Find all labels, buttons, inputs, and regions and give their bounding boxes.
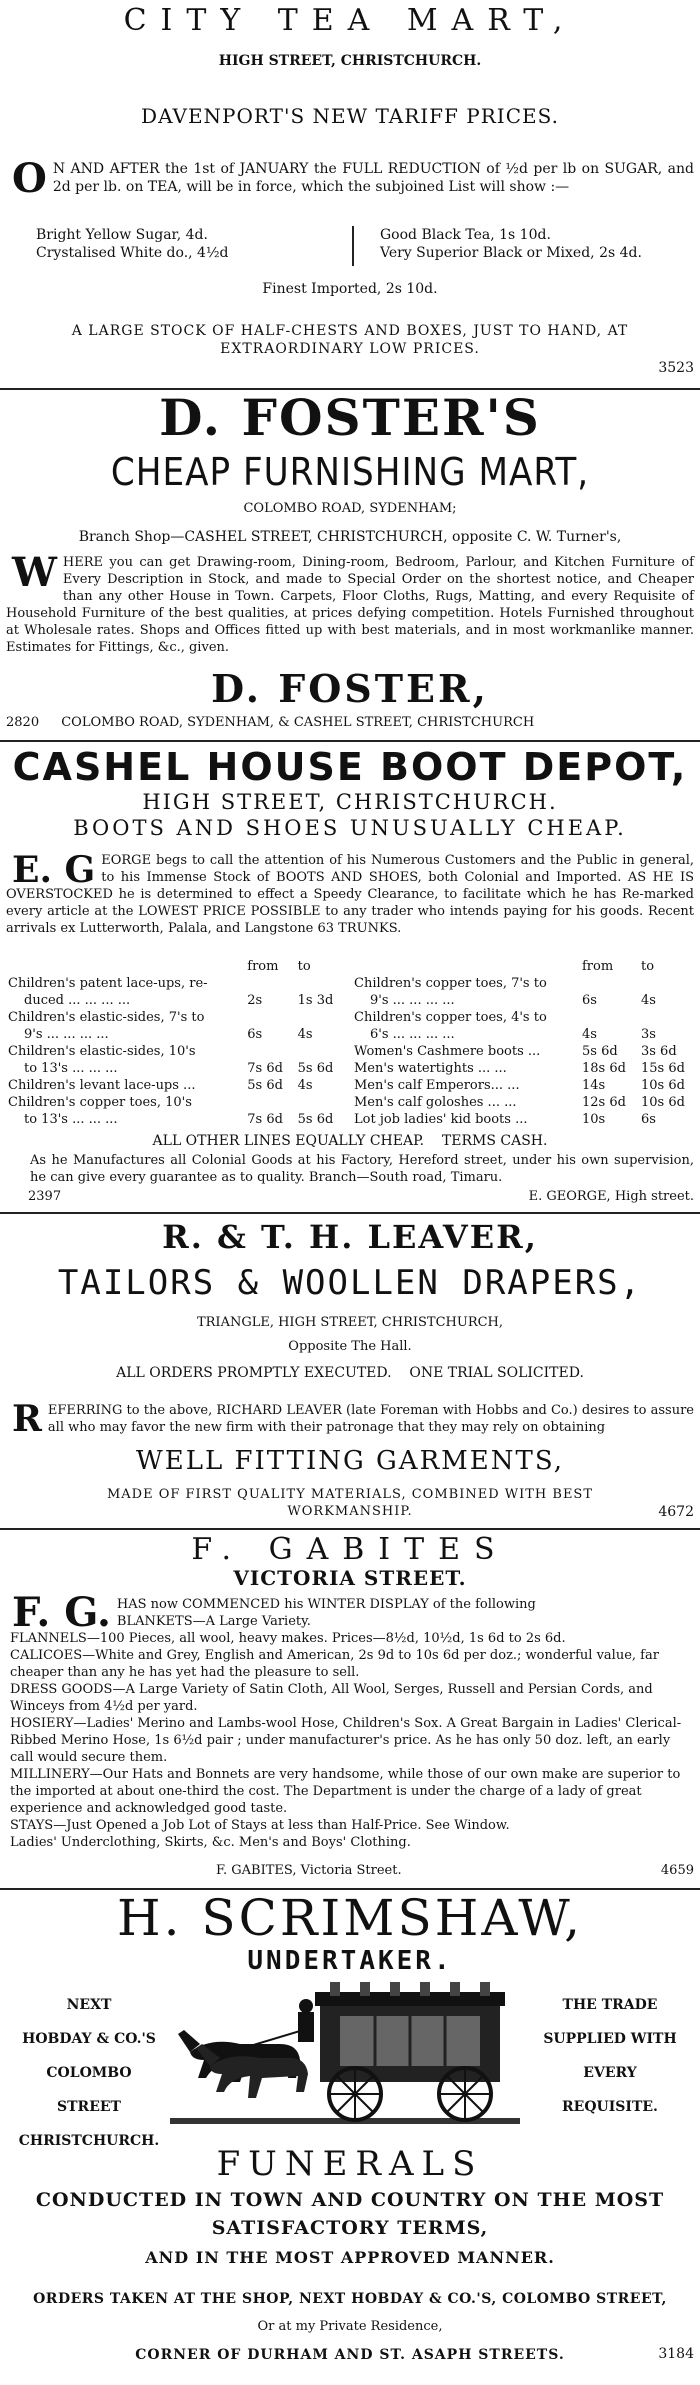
item: 9's ... ... ... ... [370,993,455,1008]
divider [0,740,700,742]
table-row [350,1094,696,1111]
city-tea-intro [0,155,700,202]
city-tea-left-list [36,226,336,262]
address-line: CHRISTCHURCH. [18,2133,160,2149]
scrimshaw-corner: CORNER OF DURHAM AND ST. ASAPH STREETS. [135,2347,565,2363]
item: Children's copper toes, 4's to [354,1010,547,1025]
to: 15s 6d [640,1061,685,1076]
from: 5s 6d [582,1044,618,1059]
price-line: Bright Yellow Sugar, 4d. [36,227,208,243]
gabites-address: VICTORIA STREET. [233,1566,467,1590]
drop-cap: O [12,155,47,202]
to: 4s [297,1027,313,1042]
table-row [4,1026,344,1043]
table-row [4,992,344,1009]
table-row [4,1094,344,1111]
to: 5s 6d [297,1061,334,1076]
list-divider [352,226,354,266]
from [243,1009,293,1026]
foster-footer-line [0,714,700,731]
to: 6s [640,1112,656,1127]
from: 4s [582,1027,597,1042]
list-item: BLANKETS—A Large Variety. [116,1614,311,1629]
foster-address: COLOMBO ROAD, SYDENHAM; [243,501,457,516]
table-row [4,1043,344,1060]
list-item: STAYS—Just Opened a Job Lot of Stays at less than Half-Price. See Window. [10,1818,510,1833]
scrimshaw-approved: AND IN THE MOST APPROVED MANNER. [145,2248,555,2267]
list-item: CALICOES—White and Grey, English and American, 2s 9d to 10s 6d per doz.; wonderful value, far cheaper than any he has yet had the pleasure to sell. [10,1648,659,1680]
table-row [350,1060,696,1077]
cashel-footer [0,1188,700,1205]
gabites-title: F. GABITES [191,1532,509,1567]
leaver-address: TRIANGLE, HIGH STREET, CHRISTCHURCH, [196,1315,504,1330]
col-from: from [247,959,279,974]
drop-cap: E. G [12,849,96,891]
item: Children's levant lace-ups ... [8,1078,196,1093]
col-to: to [297,959,311,974]
scrimshaw-subtitle: UNDERTAKER. [247,1946,453,1976]
from [578,975,637,992]
address-line: COLOMBO STREET [46,2065,132,2115]
from [578,1009,637,1026]
ad-number: 3184 [658,2346,694,2362]
gabites-body [0,1589,700,1851]
item: Children's copper toes, 10's [8,1095,192,1110]
city-tea-address: HIGH STREET, CHRISTCHURCH. [218,53,482,69]
cashel-address: HIGH STREET, CHRISTCHURCH. [142,790,558,814]
gabites-footer [0,1862,700,1879]
divider [0,1212,700,1214]
divider [0,1528,700,1530]
table-row [4,975,344,992]
price-line: Very Superior Black or Mixed, 2s 4d. [380,245,642,261]
cashel-subtitle: BOOTS AND SHOES UNUSUALLY CHEAP. [73,816,627,840]
table-row [350,975,696,992]
list-item: Ladies' Underclothing, Skirts, &c. Men's and Boys' Clothing. [10,1835,411,1850]
city-tea-subtitle: DAVENPORT'S NEW TARIFF PRICES. [141,104,559,128]
cashel-sign: E. GEORGE, High street. [528,1189,694,1204]
ad-number: 4672 [658,1504,694,1520]
to: 10s 6d [640,1095,685,1110]
item: Children's elastic-sides, 10's [8,1044,196,1059]
item: 6's ... ... ... ... [370,1027,455,1042]
to: 3s [640,1027,656,1042]
cashel-lines: ALL OTHER LINES EQUALLY CHEAP. TERMS CASH. [152,1133,548,1149]
table-row [4,1077,344,1094]
foster-footer: COLOMBO ROAD, SYDENHAM, & CASHEL STREET, CHRISTCHURCH [61,715,535,730]
leaver-body [0,1398,700,1440]
leaver-subtitle: TAILORS & WOOLLEN DRAPERS, [57,1263,643,1303]
to: 4s [640,993,656,1008]
leaver-orders: ALL ORDERS PROMPTLY EXECUTED. ONE TRIAL SOLICITED. [116,1365,584,1381]
item: Men's calf goloshes ... ... [354,1095,517,1110]
address-line: NEXT [66,1997,112,2013]
gabites-intro: HAS now COMMENCED his WINTER DISPLAY of the following [116,1597,536,1612]
from: 18s 6d [582,1061,626,1076]
gabites-sign: F. GABITES, Victoria Street. [216,1863,402,1878]
city-tea-stock: A LARGE STOCK OF HALF-CHESTS AND BOXES, JUST TO HAND, AT EXTRAORDINARY LOW PRICES. [71,323,629,357]
item: to 13's ... ... ... [24,1061,118,1076]
from [243,1043,293,1060]
item: Children's copper toes, 7's to [354,976,547,991]
scrimshaw-left [14,1988,164,2158]
from: 6s [247,1027,263,1042]
item: Women's Cashmere boots ... [354,1044,541,1059]
leaver-title: R. & T. H. LEAVER, [162,1218,538,1256]
to: 10s 6d [640,1078,685,1093]
item: Men's calf Emperors... ... [354,1078,520,1093]
from: 2s [247,993,263,1008]
leaver-well: WELL FITTING GARMENTS, [136,1446,564,1476]
to: 5s 6d [297,1112,334,1127]
to: 4s [297,1078,313,1093]
cashel-body [0,849,700,937]
to [294,975,344,992]
from: 6s [582,993,597,1008]
item: 9's ... ... ... ... [24,1027,109,1042]
table-row [4,1009,344,1026]
cashel-right-table [350,958,698,1128]
item: duced ... ... ... ... [24,993,131,1008]
trade-line: REQUISITE. [562,2099,658,2115]
leaver-body-text: EFERRING to the above, RICHARD LEAVER (late Foreman with Hobbs and Co.) desires to assure all who may favor the new firm with their patronage that they may rely on obtaining [47,1403,694,1435]
cashel-manufactures: As he Manufactures all Colonial Goods at his Factory, Hereford street, under his own supervision, he can give every guarantee as to quality. Branch—South road, Timaru. [30,1153,694,1185]
address-line: HOBDAY & CO.'S [22,2031,156,2047]
trade-line: EVERY [583,2065,637,2081]
scrimshaw-conducted: CONDUCTED IN TOWN AND COUNTRY ON THE MOST SATISFACTORY TERMS, [35,2189,665,2239]
to [294,1094,344,1111]
to [637,1009,696,1026]
from: 7s 6d [247,1061,283,1076]
to [294,1043,344,1060]
item: to 13's ... ... ... [24,1112,118,1127]
from: 14s [582,1078,606,1093]
table-row [4,1111,344,1128]
table-row [350,1111,696,1128]
item: Lot job ladies' kid boots ... [354,1112,528,1127]
drop-cap: F. G. [12,1589,111,1636]
foster-name: D. FOSTER, [211,666,489,711]
foster-subtitle: CHEAP FURNISHING MART, [110,450,590,494]
table-row [350,992,696,1009]
city-tea-finest: Finest Imported, 2s 10d. [262,281,438,297]
col-from: from [582,959,614,974]
price-line: Good Black Tea, 1s 10d. [380,227,551,243]
foster-branch: Branch Shop—CASHEL STREET, CHRISTCHURCH, opposite C. W. Turner's, [78,529,622,545]
table-row [350,1009,696,1026]
foster-body-text: HERE you can get Drawing-room, Dining-room, Bedroom, Parlour, and Kitchen Furniture of Every Description in Stock, and made to Special Order on the shortest notice, and Cheaper than any other House in Town. Carpets, Floor Cloths, Rugs, Matting, and every Requisite of Household Furniture of the best qualities, at prices defying competition. Hotels Furnished throughout at Wholesale rates. Shops and Offices fitted up with best materials, and in most workmanlike manner. Estimates for Fittings, &c., given. [6,555,694,655]
from: 7s 6d [247,1112,283,1127]
scrimshaw-funerals: FUNERALS [216,2144,484,2184]
price-table [4,958,344,1128]
cashel-body-text: EORGE begs to call the attention of his Numerous Customers and the Public in general, to his Immense Stock of BOOTS AND SHOES, both Colonial and Imported. AS HE IS OVERSTOCKED he is determined to effect a Speedy Clearance, to facilitate which he has Re-marked every article at the LOWEST PRICE POSSIBLE to any trader who intends paying for his goods. Recent arrivals ex Lutterworth, Palala, and Langstone 63 TRUNKS. [6,853,694,936]
from [243,975,293,992]
scrimshaw-title: H. SCRIMSHAW, [117,1889,583,1947]
table-row [350,1043,696,1060]
item: Men's watertights ... ... [354,1061,507,1076]
to: 3s 6d [640,1044,677,1059]
city-tea-title [0,2,700,42]
foster-title: D. FOSTER'S [159,388,541,447]
table-row [4,1060,344,1077]
list-item: FLANNELS—100 Pieces, all wool, heavy makes. Prices—8½d, 10½d, 1s 6d to 2s 6d. [10,1631,566,1646]
price-table [350,958,696,1128]
from: 12s 6d [582,1095,626,1110]
drop-cap: R [12,1398,42,1440]
leaver-made: MADE OF FIRST QUALITY MATERIALS, COMBINED WITH BEST WORKMANSHIP. [106,1487,594,1519]
scrimshaw-right [530,1988,690,2124]
from [243,1094,293,1111]
list-item: MILLINERY—Our Hats and Bonnets are very handsome, while those of our own make are superior to the imported at about one-third the cost. The Department is under the charge of a lady of great experience and acknowledged good taste. [10,1767,681,1816]
ad-number: 2397 [28,1189,62,1204]
cashel-left-table [4,958,344,1128]
to: 1s 3d [297,993,334,1008]
to [294,1009,344,1026]
scrimshaw-private: Or at my Private Residence, [257,2319,443,2334]
list-item: HOSIERY—Ladies' Merino and Lambs-wool Hose, Children's Sox. A Great Bargain in Ladies' Clerical-Ribbed Merino Hose, 1s 6½d pair ; under manufacturer's price. As he has only 50 doz. left, an early call would secure them. [10,1716,682,1765]
drop-cap: W [12,549,57,596]
leaver-opposite: Opposite The Hall. [288,1339,412,1354]
city-tea-heading: CITY TEA MART, [123,3,577,38]
from: 5s 6d [247,1078,283,1093]
city-tea-right-list [380,226,700,262]
item: Children's elastic-sides, 7's to [8,1010,205,1025]
list-item: DRESS GOODS—A Large Variety of Satin Cloth, All Wool, Serges, Russell and Persian Cords, and Winceys from 4½d per yard. [10,1682,653,1714]
price-line: Crystalised White do., 4½d [36,245,229,261]
from: 10s [582,1112,606,1127]
col-to: to [640,959,655,974]
city-tea-intro-text: N AND AFTER the 1st of JANUARY the FULL REDUCTION of ½d per lb on SUGAR, and 2d per lb. on TEA, will be in force, which the subjoined List will show :— [52,161,694,195]
table-row [350,1026,696,1043]
cashel-title: CASHEL HOUSE BOOT DEPOT, [12,745,688,789]
scrimshaw-orders: ORDERS TAKEN AT THE SHOP, NEXT HOBDAY & CO.'S, COLOMBO STREET, [33,2291,667,2307]
hearse-illustration [170,1982,520,2132]
trade-line: THE TRADE [562,1997,658,2013]
to [637,975,696,992]
foster-body [0,549,700,656]
ad-number: 3523 [658,360,694,376]
ad-number: 4659 [660,1863,694,1878]
item: Children's patent lace-ups, re- [8,976,208,991]
ad-number: 2820 [6,715,40,730]
trade-line: SUPPLIED WITH [543,2031,677,2047]
table-row [350,1077,696,1094]
gabites-lines [6,1613,694,1851]
